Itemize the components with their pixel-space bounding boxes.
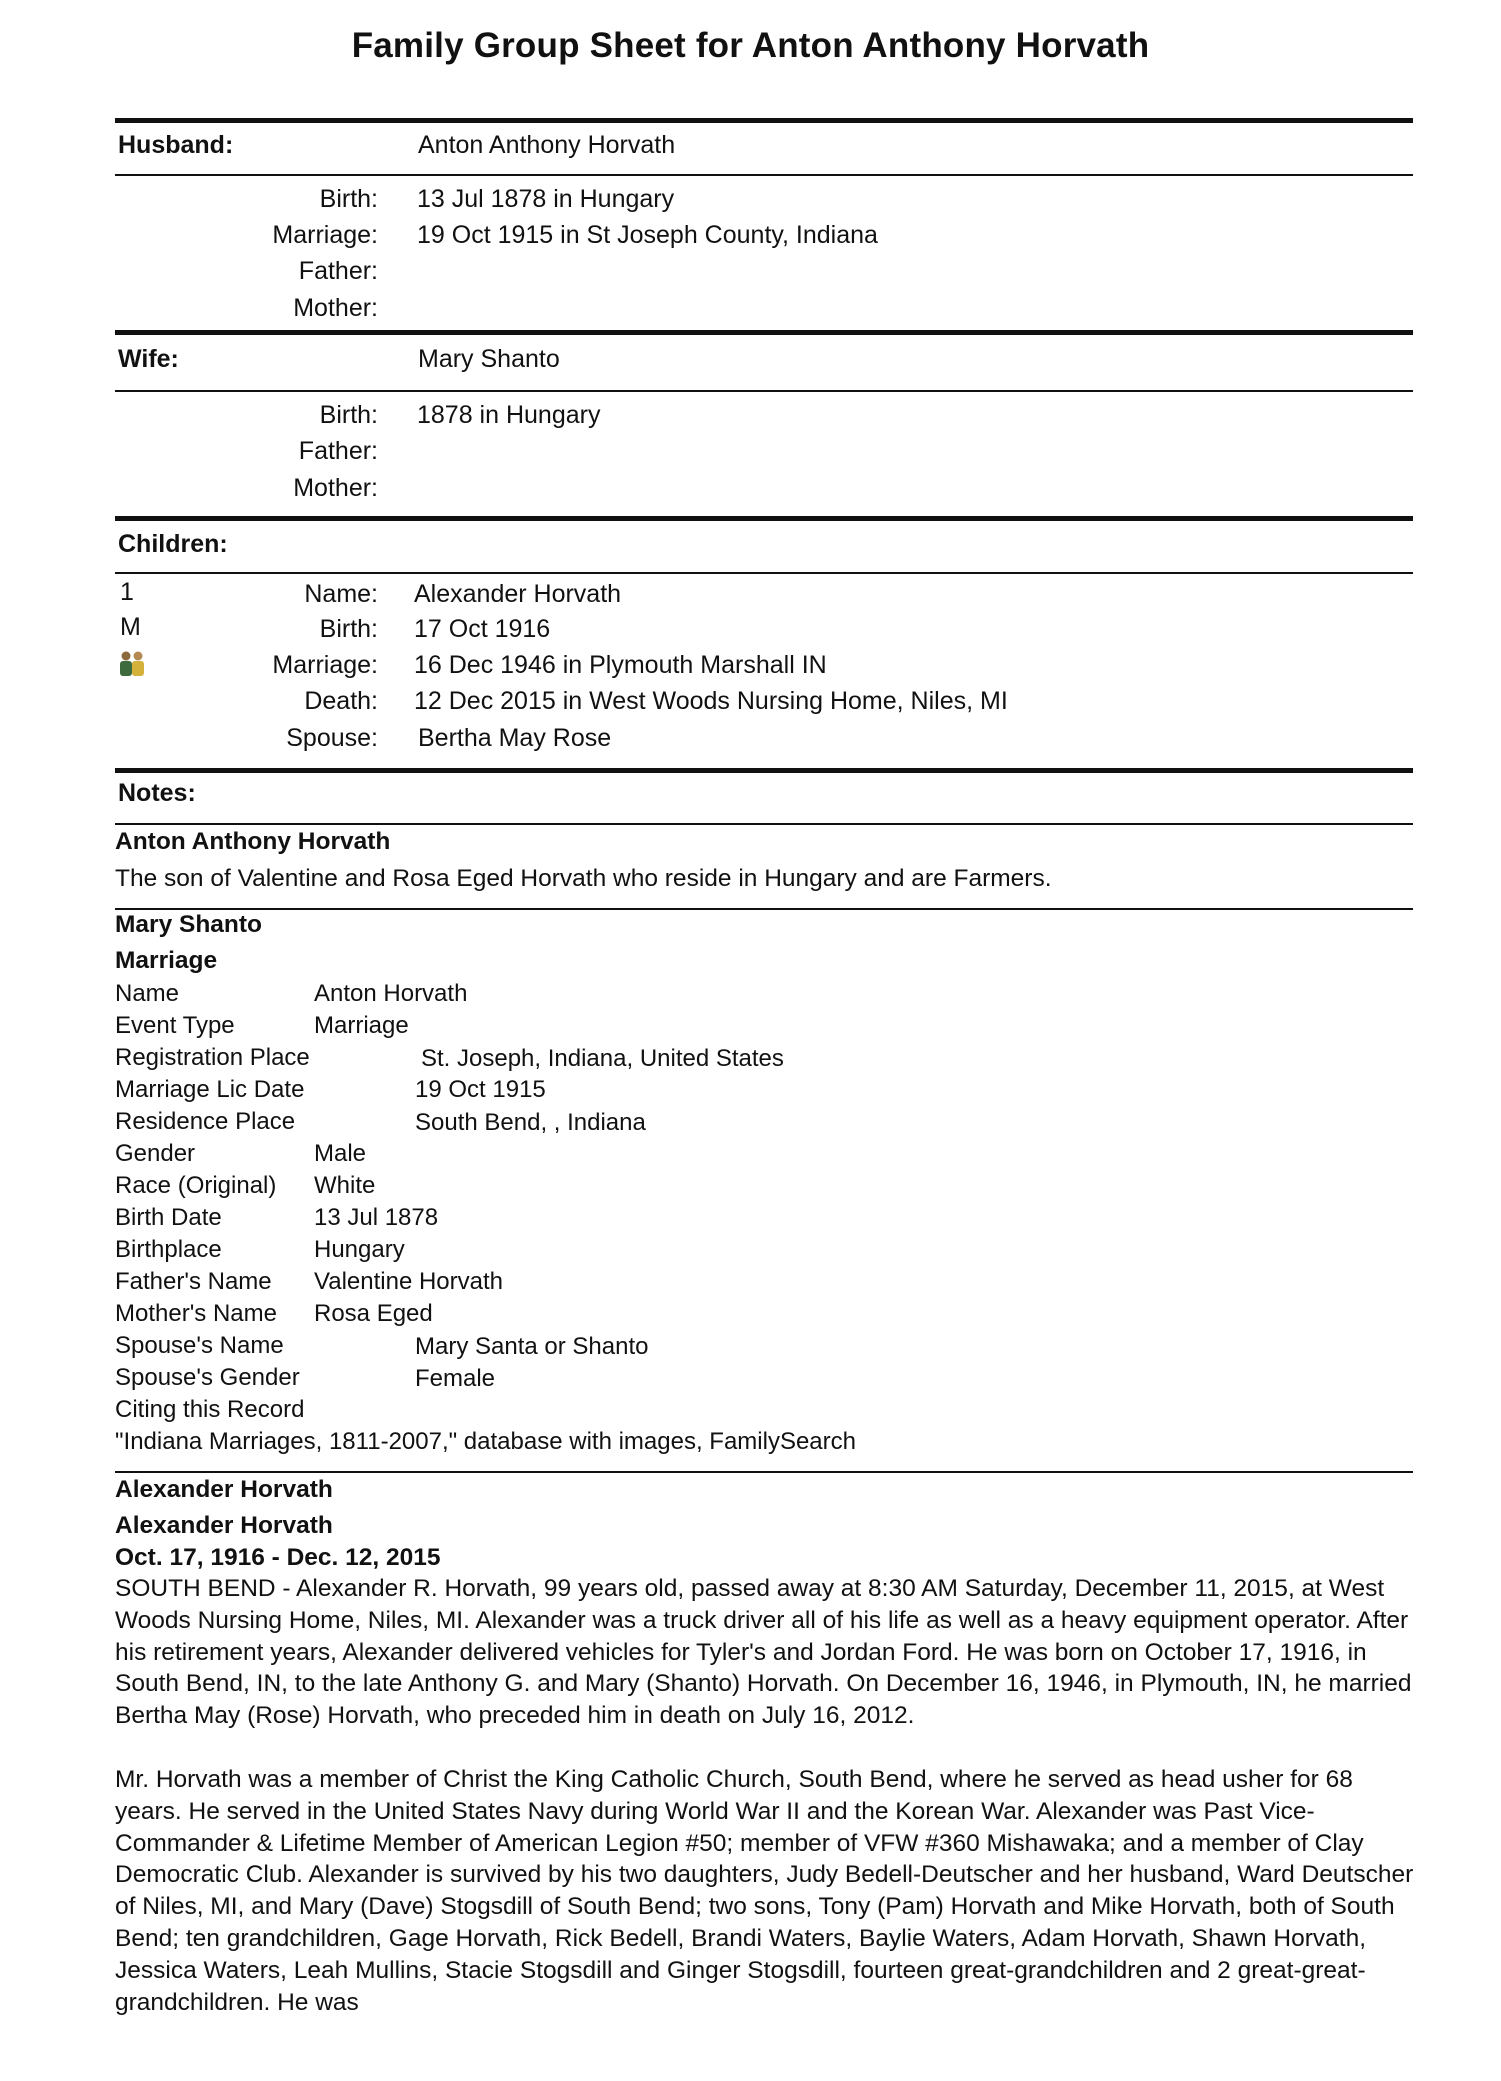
record-label: Name bbox=[115, 980, 180, 1007]
child-death-label: Death: bbox=[304, 687, 378, 715]
husband-mother-label: Mother: bbox=[293, 294, 378, 322]
record-label: Citing this Record bbox=[115, 1396, 305, 1423]
husband-heading: Husband: bbox=[118, 131, 234, 159]
record-label: Race (Original) bbox=[115, 1172, 277, 1199]
row-divider bbox=[115, 174, 1413, 176]
note-mary-name: Mary Shanto bbox=[115, 911, 263, 938]
page-title: Family Group Sheet for Anton Anthony Horvath bbox=[351, 26, 1150, 65]
husband-name: Anton Anthony Horvath bbox=[418, 131, 676, 159]
obituary-name: Alexander Horvath bbox=[115, 1512, 333, 1539]
note-anton-name: Anton Anthony Horvath bbox=[115, 828, 391, 855]
record-label: Marriage Lic Date bbox=[115, 1076, 305, 1103]
section-divider bbox=[115, 768, 1413, 773]
husband-father-label: Father: bbox=[298, 257, 378, 285]
record-value: Hungary bbox=[314, 1236, 405, 1263]
record-value: Mary Santa or Shanto bbox=[415, 1333, 649, 1360]
record-value: 19 Oct 1915 bbox=[415, 1076, 546, 1103]
record-label: Birth Date bbox=[115, 1204, 222, 1231]
record-value: Marriage bbox=[314, 1012, 409, 1039]
row-divider bbox=[115, 908, 1413, 910]
child-birth-value: 17 Oct 1916 bbox=[414, 615, 551, 643]
record-label: Father's Name bbox=[115, 1268, 272, 1295]
section-divider bbox=[115, 330, 1413, 335]
row-divider bbox=[115, 390, 1413, 392]
section-divider bbox=[115, 118, 1413, 123]
child-name-value: Alexander Horvath bbox=[414, 580, 622, 608]
obituary-paragraph-2: Mr. Horvath was a member of Christ the King Catholic Church, South Bend, where he served as head usher for 68 years. He served in the United States Navy during World War II and the Korean War. Alexander was Past Vice-Commander & Lifetime Member of American Legion #50; member of VFW #360 Mishawaka; and a member of Clay Democratic Club. Alexander is survived by his two daughters, Judy Bedell-Deutscher and her husband, Ward Deutscher of Niles, MI, and Mary (Dave) Stogsdill of South Bend; two sons, Tony (Pam) Horvath and Mike Horvath, both of South Bend; ten grandchildren, Gage Horvath, Rick Bedell, Brandi Waters, Baylie Waters, Adam Horvath, Shawn Horvath, Jessica Waters, Leah Mullins, Stacie Stogsdill and Ginger Stogsdill, fourteen great-grandchildren and 2 great-great-grandchildren. He was bbox=[115, 1766, 1414, 2016]
record-value: 13 Jul 1878 bbox=[314, 1204, 439, 1231]
record-value: Female bbox=[415, 1365, 496, 1392]
husband-birth-label: Birth: bbox=[319, 185, 378, 213]
record-label: Birthplace bbox=[115, 1236, 222, 1263]
record-label: Gender bbox=[115, 1140, 196, 1167]
note-mary-subheading: Marriage bbox=[115, 947, 218, 974]
record-label: Event Type bbox=[115, 1012, 235, 1039]
obituary-paragraph-1: SOUTH BEND - Alexander R. Horvath, 99 years old, passed away at 8:30 AM Saturday, December 11, 2015, at West Woods Nursing Home, Niles, MI. Alexander was a truck driver all of his life as well as a heavy equipment operator. After his retirement years, Alexander delivered vehicles for Tyler's and Jordan Ford. He was born on October 17, 1916, in South Bend, IN, to the late Anthony G. and Mary (Shanto) Horvath. On December 16, 1946, in Plymouth, IN, he married Bertha May (Rose) Horvath, who preceded him in death on July 16, 2012. bbox=[115, 1575, 1412, 1730]
record-label: Mother's Name bbox=[115, 1300, 277, 1327]
child-marriage-label: Marriage: bbox=[272, 651, 378, 679]
wife-mother-label: Mother: bbox=[293, 474, 378, 502]
note-anton-text: The son of Valentine and Rosa Eged Horvath who reside in Hungary and are Farmers. bbox=[115, 865, 1052, 892]
record-label: Spouse's Gender bbox=[115, 1364, 300, 1391]
husband-marriage-value: 19 Oct 1915 in St Joseph County, Indiana bbox=[417, 221, 878, 249]
record-value: Male bbox=[314, 1140, 367, 1167]
wife-heading: Wife: bbox=[118, 345, 179, 373]
row-divider bbox=[115, 1471, 1413, 1473]
children-heading: Children: bbox=[118, 530, 228, 558]
record-value: Valentine Horvath bbox=[314, 1268, 503, 1295]
row-divider bbox=[115, 572, 1413, 574]
child-number: 1 bbox=[120, 578, 134, 606]
note-alexander-name: Alexander Horvath bbox=[115, 1476, 333, 1503]
husband-marriage-label: Marriage: bbox=[272, 221, 378, 249]
wife-father-label: Father: bbox=[298, 437, 378, 465]
record-label: Spouse's Name bbox=[115, 1332, 284, 1359]
wife-birth-value: 1878 in Hungary bbox=[417, 401, 601, 429]
child-spouse-label: Spouse: bbox=[286, 724, 378, 752]
record-value: Rosa Eged bbox=[314, 1300, 433, 1327]
child-birth-label: Birth: bbox=[319, 615, 378, 643]
record-citation: "Indiana Marriages, 1811-2007," database with images, FamilySearch bbox=[115, 1428, 856, 1455]
husband-birth-value: 13 Jul 1878 in Hungary bbox=[417, 185, 675, 213]
obituary-dates: Oct. 17, 1916 - Dec. 12, 2015 bbox=[115, 1544, 441, 1571]
child-name-label: Name: bbox=[304, 580, 378, 608]
section-divider bbox=[115, 516, 1413, 521]
child-marriage-value: 16 Dec 1946 in Plymouth Marshall IN bbox=[414, 651, 827, 679]
record-value: South Bend, , Indiana bbox=[415, 1109, 646, 1136]
record-label: Residence Place bbox=[115, 1108, 296, 1135]
child-spouse-value: Bertha May Rose bbox=[418, 724, 612, 752]
row-divider bbox=[115, 823, 1413, 825]
notes-heading: Notes: bbox=[118, 779, 196, 807]
record-value: White bbox=[314, 1172, 376, 1199]
record-value: Anton Horvath bbox=[314, 980, 468, 1007]
record-value: St. Joseph, Indiana, United States bbox=[421, 1045, 784, 1072]
child-death-value: 12 Dec 2015 in West Woods Nursing Home, Niles, MI bbox=[414, 687, 1008, 715]
wife-name: Mary Shanto bbox=[418, 345, 560, 373]
record-label: Registration Place bbox=[115, 1044, 310, 1071]
wife-birth-label: Birth: bbox=[319, 401, 378, 429]
child-sex: M bbox=[120, 613, 141, 641]
